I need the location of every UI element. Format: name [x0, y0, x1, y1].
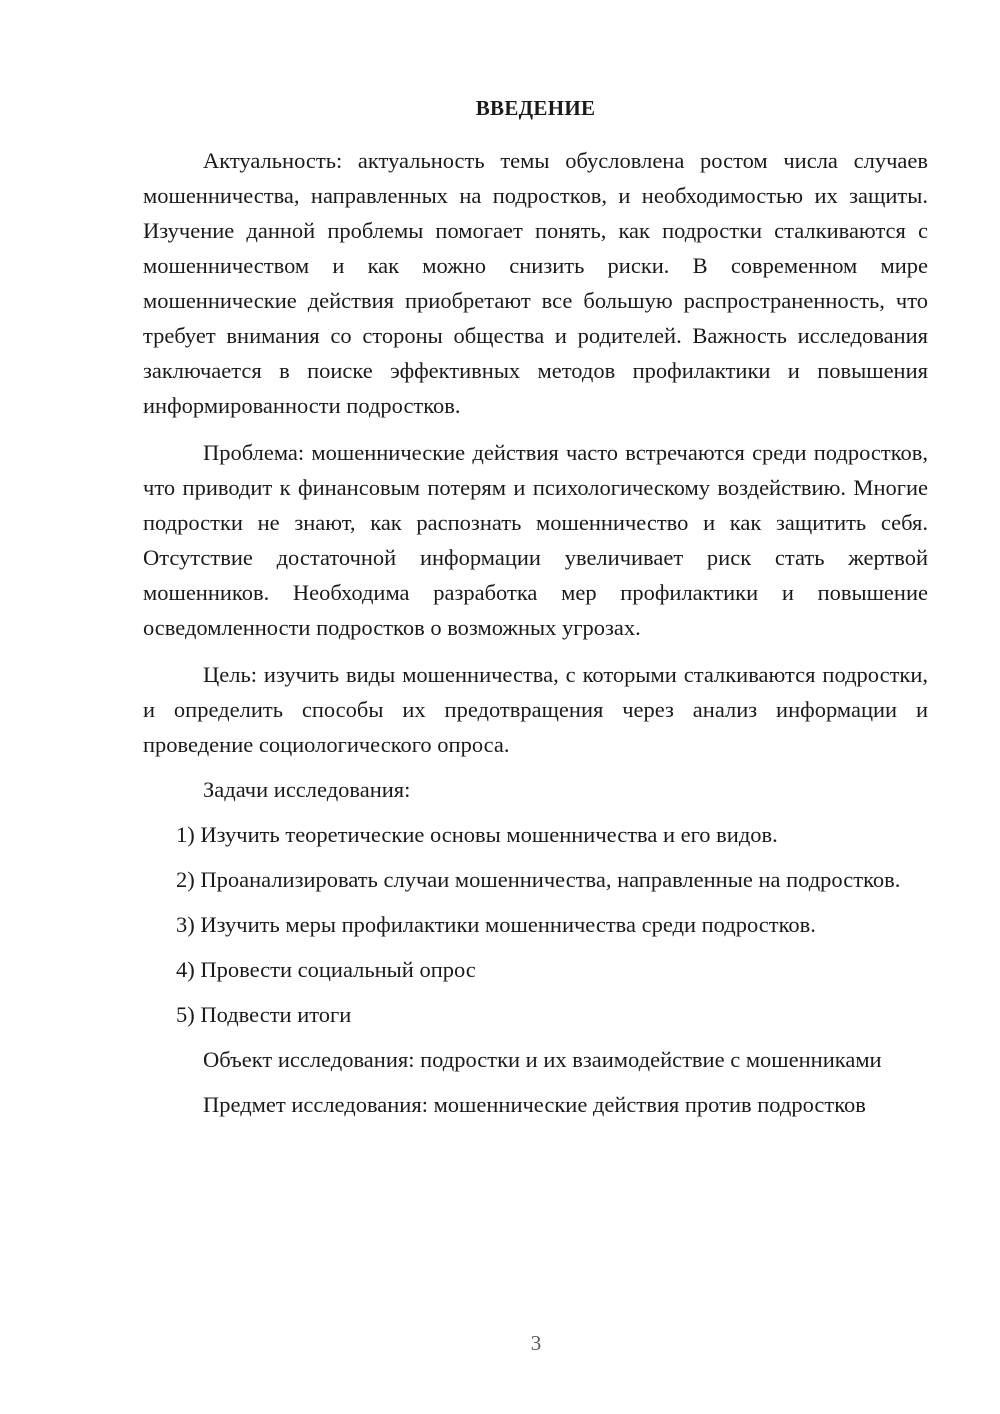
- task-item: 1) Изучить теоретические основы мошенничества и его видов.: [176, 822, 778, 847]
- paragraph-subject: Предмет исследования: мошеннические действия против подростков: [203, 1092, 866, 1117]
- paragraph-relevance: Актуальность: актуальность темы обусловлена ростом числа случаев мошенничества, направленных на подростков, и необходимостью их защиты. Изучение данной проблемы помогает понять, как подростки сталкиваются с мошенничеством и как можно снизить риски. В современном мире мошеннические действия приобретают все большую распространенность, что требует внимания со стороны общества и родителей. Важность исследования заключается в поиске эффективных методов профилактики и повышения информированности подростков.: [143, 148, 928, 418]
- page-number: 3: [530, 1331, 542, 1355]
- task-item: 2) Проанализировать случаи мошенничества, направленные на подростков.: [176, 867, 901, 892]
- paragraph-goal: Цель: изучить виды мошенничества, с которыми сталкиваются подростки, и определить способы их предотвращения через анализ информации и проведение социологического опроса.: [143, 662, 928, 757]
- document-page: [143, 96, 928, 1122]
- task-item: 3) Изучить меры профилактики мошенничества среди подростков.: [176, 912, 816, 937]
- task-item: 5) Подвести итоги: [176, 1002, 352, 1027]
- page-title: ВВЕДЕНИЕ: [475, 96, 596, 120]
- paragraph-problem: Проблема: мошеннические действия часто встречаются среди подростков, что приводит к финансовым потерям и психологическому воздействию. Многие подростки не знают, как распознать мошенничество и как защитить себя. Отсутствие достаточной информации увеличивает риск стать жертвой мошенников. Необходима разработка мер профилактики и повышение осведомленности подростков о возможных угрозах.: [143, 440, 928, 640]
- task-item: 4) Провести социальный опрос: [176, 957, 476, 982]
- paragraph-object: Объект исследования: подростки и их взаимодействие с мошенниками: [203, 1047, 882, 1072]
- tasks-heading: Задачи исследования:: [203, 777, 411, 802]
